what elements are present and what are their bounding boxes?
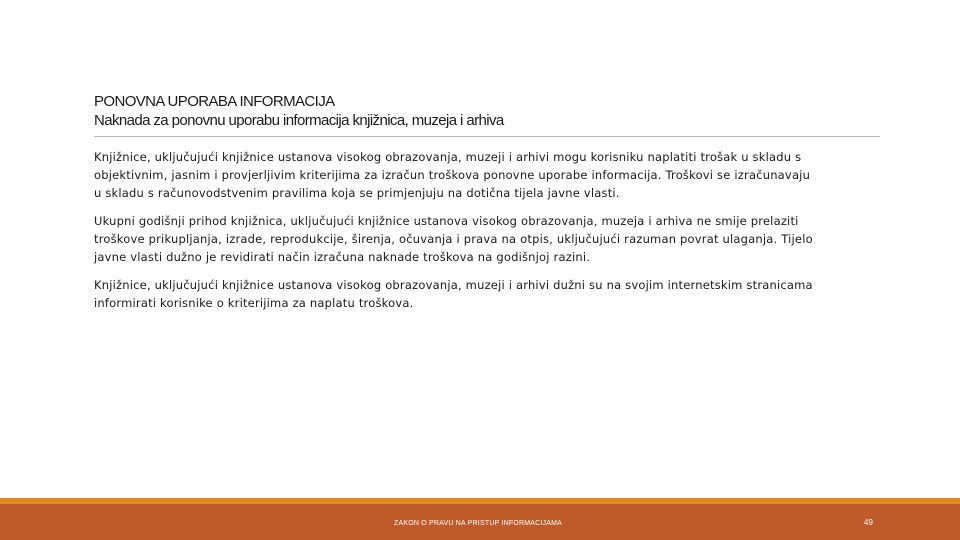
paragraph-line: troškove prikupljanja, izrade, reprodukcije, širenja, očuvanja i prava na otpis, uključujući razuman povrat ulaganja. Tijelo <box>94 232 813 246</box>
paragraph-line: informirati korisnike o kriterijima za naplatu troškova. <box>94 296 414 310</box>
paragraph-line: javne vlasti dužno je revidirati način izračuna naknade troškova na godišnjoj razini. <box>94 250 591 264</box>
paragraph-line: u skladu s računovodstvenim pravilima koja se primjenjuju na dotična tijela javne vlasti. <box>94 186 620 200</box>
slide-title-line-2: Naknada za ponovnu uporabu informacija knjižnica, muzeja i arhiva <box>94 112 504 129</box>
paragraph-line: objektivnim, jasnim i provjerljivim kriterijima za izračun troškova ponovne uporabe informacija. Troškovi se izračunavaju <box>94 168 811 182</box>
title-divider <box>94 136 880 137</box>
body-paragraph-3 <box>94 276 884 312</box>
footer-caption: ZAKON O PRAVU NA PRISTUP INFORMACIJAMA <box>394 520 562 527</box>
slide-title-line-1: PONOVNA UPORABA INFORMACIJA <box>94 93 335 110</box>
paragraph-line: Knjižnice, uključujući knjižnice ustanova visokog obrazovanja, muzeji i arhivi dužni su na svojim internetskim stranicama <box>94 278 813 292</box>
slide-body <box>94 148 884 322</box>
paragraph-line: Knjižnice, uključujući knjižnice ustanova visokog obrazovanja, muzeji i arhivi mogu korisniku naplatiti trošak u skladu s <box>94 150 802 164</box>
slide-title <box>94 92 894 130</box>
paragraph-line: Ukupni godišnji prihod knjižnica, uključujući knjižnice ustanova visokog obrazovanja, muzeja i arhiva ne smije prelaziti <box>94 214 799 228</box>
page-number: 49 <box>864 518 873 527</box>
body-paragraph-2 <box>94 212 884 266</box>
body-paragraph-1 <box>94 148 884 202</box>
